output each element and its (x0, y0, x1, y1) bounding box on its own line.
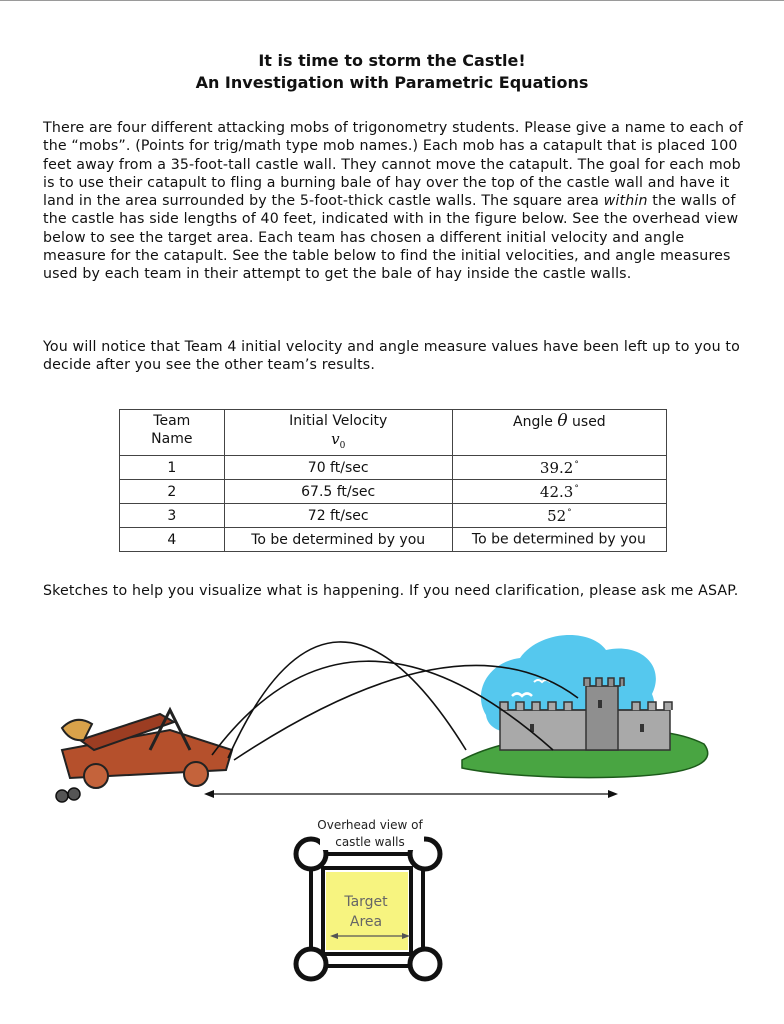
angle-value: 39.2 (539, 458, 574, 477)
cannonball (56, 790, 68, 802)
team-cell: 1 (120, 456, 225, 480)
table-row (120, 456, 667, 480)
angle-cell (452, 456, 666, 480)
top-border (0, 0, 784, 1)
target-label-line-1: Target (344, 894, 388, 910)
velocity-cell: To be determined by you (224, 528, 452, 552)
castle-window (598, 700, 602, 708)
degree-symbol: ° (567, 507, 572, 518)
header-angle-suffix: used (572, 414, 606, 430)
intro-text-1: There are four different attacking mobs of trigonometry students. Please give a name to each of the “mobs”. (Points for trig/math type mob names.) Each mob has a catapult that is placed 100 feet away from a 35-foot-tall castle wall. They cannot move the catapult. The goal for each mob is to use their catapult to fling a burning bale of hay over the top of the castle wall and have it land in the area surrounded by the 5-foot-thick castle walls. The square area (43, 120, 743, 210)
corner-tower (296, 949, 326, 979)
table-row (120, 480, 667, 504)
theta-symbol: θ (557, 411, 568, 431)
overhead-label-line-2: castle walls (335, 835, 405, 849)
castle-clipart (462, 635, 708, 778)
sketch-paragraph: Sketches to help you visualize what is happening. If you need clarification, please ask me ASAP. (43, 583, 739, 599)
velocity-symbol-subscript: 0 (339, 441, 346, 451)
angle-cell (452, 504, 666, 528)
cannonball (68, 788, 80, 800)
distance-arrow (204, 790, 618, 798)
velocity-symbol (331, 430, 346, 451)
angle-value: 52 (547, 506, 567, 525)
velocity-symbol-letter: v (331, 430, 340, 448)
velocity-cell: 67.5 ft/sec (224, 480, 452, 504)
team-cell: 4 (120, 528, 225, 552)
angle-value: 42.3 (539, 482, 574, 501)
angle-cell (452, 528, 666, 552)
target-label-line-2: Area (349, 914, 383, 930)
table-row (120, 528, 667, 552)
degree-symbol: ° (574, 483, 579, 494)
castle-window (640, 724, 644, 732)
header-angle-label: Angle (513, 414, 553, 430)
note-paragraph: You will notice that Team 4 initial velocity and angle measure values have been left up to you to decide after you see the other team’s results. (43, 339, 740, 374)
team-cell: 3 (120, 504, 225, 528)
target-area-fill (326, 872, 408, 950)
header-team-name (120, 410, 225, 456)
castle-tower (586, 686, 618, 750)
header-angle (452, 410, 666, 456)
corner-tower (410, 949, 440, 979)
intro-paragraph (43, 119, 748, 284)
header-team-label-2: Name (151, 431, 193, 447)
angle-cell (452, 480, 666, 504)
page-subtitle: An Investigation with Parametric Equations (195, 73, 589, 92)
intro-emphasis: within (603, 193, 648, 210)
angle-value: To be determined by you (471, 531, 646, 548)
header-team-label-1: Team (153, 413, 191, 429)
velocity-cell: 70 ft/sec (224, 456, 452, 480)
table-row (120, 504, 667, 528)
header-initial-velocity (224, 410, 452, 456)
catapult-wheel (184, 762, 208, 786)
catapult-clipart (56, 710, 232, 802)
overhead-label-line-1: Overhead view of (317, 818, 423, 832)
intro-text-2: the walls of the castle has side lengths of 40 feet, indicated with in the figure below. See the overhead view below to see the target area. Each team has chosen a different initial velocity and angle measure for the catapult. See the table below to find the initial velocities, and angle measures used by each team in their attempt to get the bale of hay inside the castle walls. (43, 193, 739, 283)
velocity-cell: 72 ft/sec (224, 504, 452, 528)
page-title: It is time to storm the Castle! (258, 51, 526, 70)
degree-symbol: ° (574, 459, 579, 470)
catapult-wheel (84, 764, 108, 788)
castle-wall (500, 710, 670, 750)
catapult-castle-illustration (0, 600, 784, 810)
teams-table (119, 409, 667, 552)
team-cell: 2 (120, 480, 225, 504)
overhead-view-diagram (280, 808, 470, 994)
table-header-row (120, 410, 667, 456)
header-velocity-label: Initial Velocity (289, 413, 388, 429)
